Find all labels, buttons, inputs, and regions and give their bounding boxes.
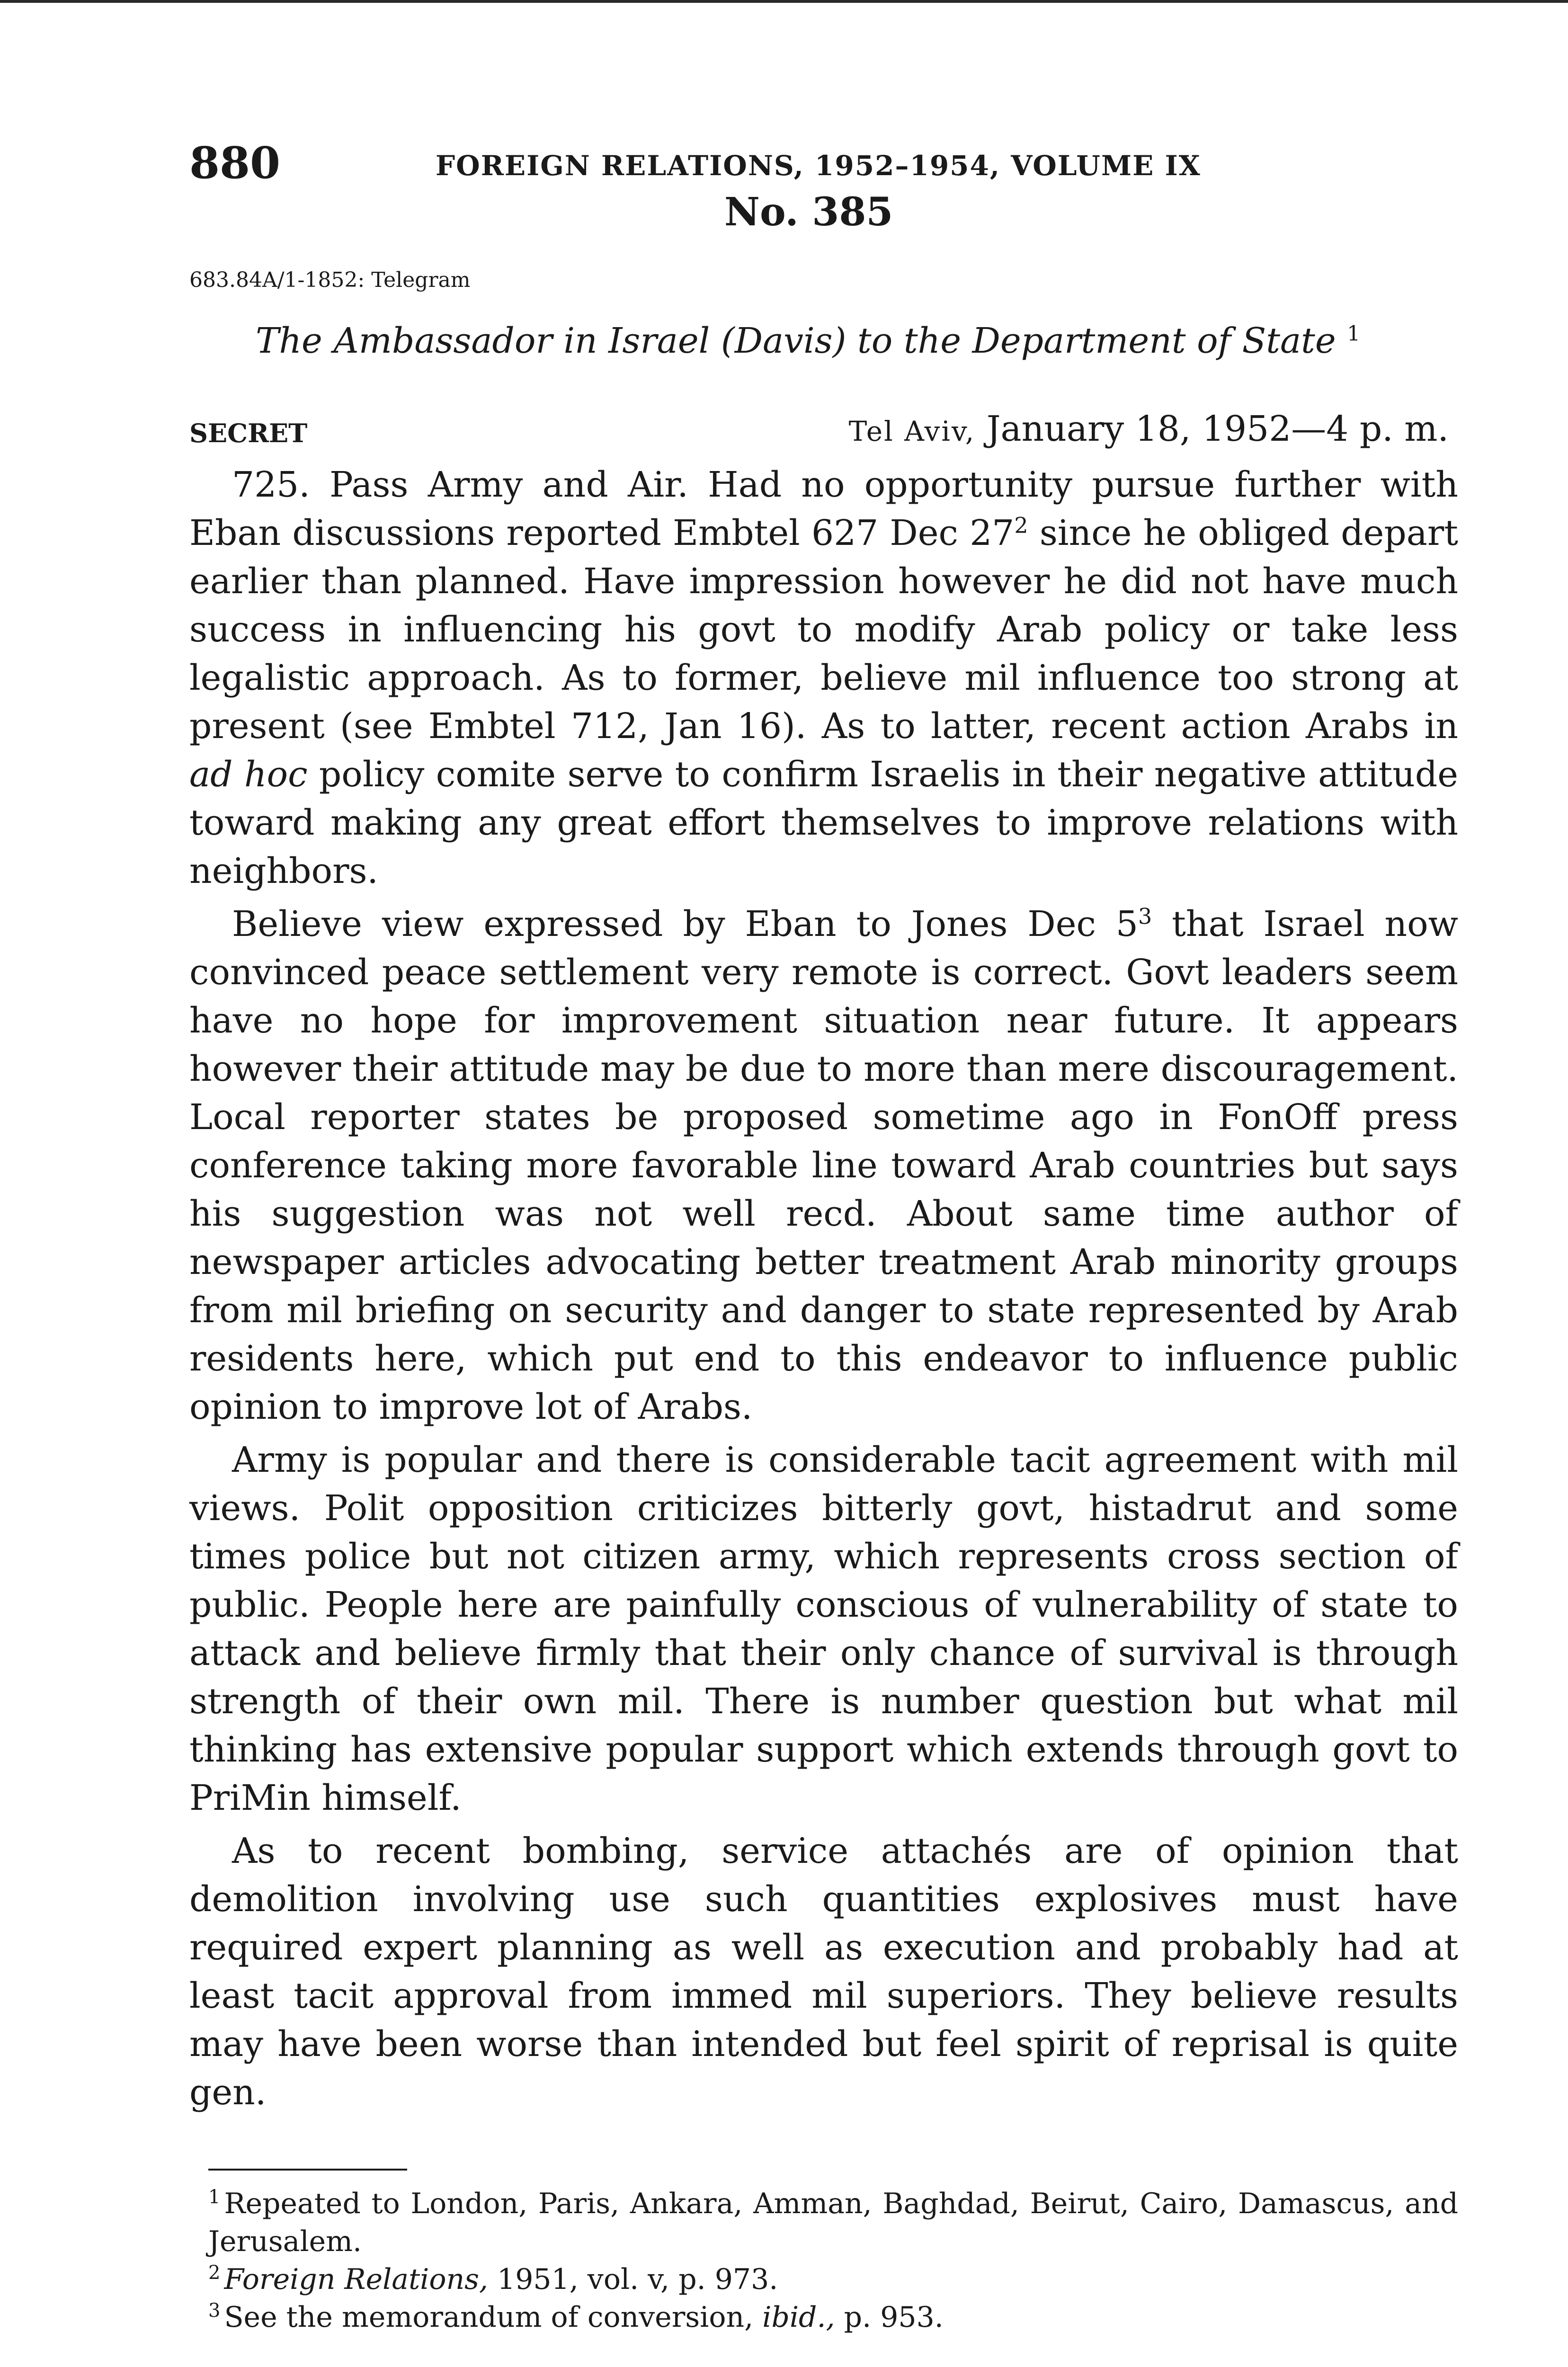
document-number: No. 385 [724,189,893,235]
footnote-3-mark: 3 [208,2300,221,2322]
document-title-text: The Ambassador in Israel (Davis) to the Department of State [256,320,1336,361]
footnotes [208,2185,1458,2336]
running-head: FOREIGN RELATIONS, 1952–1954, VOLUME IX [436,150,1201,182]
paragraph-4: As to recent bombing, service attachés are of opinion that demolition involving use such quantities explosives must have required expert planning as well as execution and probably had at least tacit approval from immed mil superiors. They believe results may have been worse than intended but feel spirit of reprisal is quite gen. [189,1831,1458,2113]
footnote-2-mark: 2 [208,2262,221,2284]
document-title [256,320,1458,361]
page [189,118,1458,2336]
dateline-row [189,399,1458,456]
footnote-ref-2: 2 [1014,512,1028,538]
page-number: 880 [189,137,281,188]
paragraph-1 [189,461,1458,895]
paragraph-2-text-b: that Israel now convinced peace settlement very remote is correct. Govt leaders seem have no hope for improvement situation near future. It appears however their attitude may be due to more than mere discouragement. Local reporter states be proposed sometime ago in FonOff press conference taking more favorable line toward Arab countries but says his suggestion was not well recd. About same time author of newspaper articles advocating better treatment Arab minority groups from mil briefing on security and danger to state represented by Arab residents here, which put end to this endeavor to influence public opinion to improve lot of Arabs. [189,904,1458,1427]
dateline [849,409,1449,449]
footnote-2-italic: Foreign Relations, [224,2263,489,2296]
footnote-2 [208,2260,1458,2298]
classification: SECRET [189,418,308,448]
paragraph-2 [189,900,1458,1431]
file-reference: 683.84A/1-1852: Telegram [189,268,471,292]
footnote-ref-3: 3 [1138,903,1152,929]
paragraph-1-text-c: policy comite serve to confirm Israelis in their negative attitude toward making any great effort themselves to improve relations with neighbors. [189,754,1458,891]
dateline-date: January 18, 1952—4 p. m. [986,409,1449,449]
footnote-1 [208,2185,1458,2260]
paragraph-1-text-a: 725. Pass Army and Air. Had no opportunity pursue further with Eban discussions reported Embtel 627 Dec 27 [189,464,1458,553]
telegram-body [189,461,1458,2117]
footnote-1-mark: 1 [208,2186,221,2208]
footnote-divider [208,2169,407,2171]
footnote-3-italic: ibid., [762,2301,835,2334]
paragraph-1-italic: ad hoc [189,754,308,795]
footnote-1-text: Repeated to London, Paris, Ankara, Amman, Baghdad, Beirut, Cairo, Damascus, and Jerusalem. [208,2187,1458,2258]
footnote-2-text: 1951, vol. v, p. 973. [488,2263,778,2296]
footnote-3-text: See the memorandum of conversion, [224,2301,763,2334]
footnote-3-tail: p. 953. [835,2301,944,2334]
top-border-line [0,0,1568,3]
paragraph-3: Army is popular and there is considerable tacit agreement with mil views. Polit opposition criticizes bitterly govt, histadrut and some times police but not citizen army, which represents cross section of public. People here are painfully conscious of vulnerability of state to attack and believe firmly that their only chance of survival is through strength of their own mil. There is number question but what mil thinking has extensive popular support which extends through govt to PriMin himself. [189,1440,1458,1818]
footnote-3 [208,2298,1458,2336]
page-header [189,118,1458,194]
dateline-city: Tel Aviv, [848,415,976,447]
footnote-ref-1: 1 [1347,321,1361,346]
paragraph-1-text-b: since he obliged depart earlier than planned. Have impression however he did not have much success in influencing his govt to modify Arab policy or take less legalistic approach. As to former, believe mil influence too strong at present (see Embtel 712, Jan 16). As to latter, recent action Arabs in [189,513,1458,747]
paragraph-2-text-a: Believe view expressed by Eban to Jones Dec 5 [232,904,1138,944]
